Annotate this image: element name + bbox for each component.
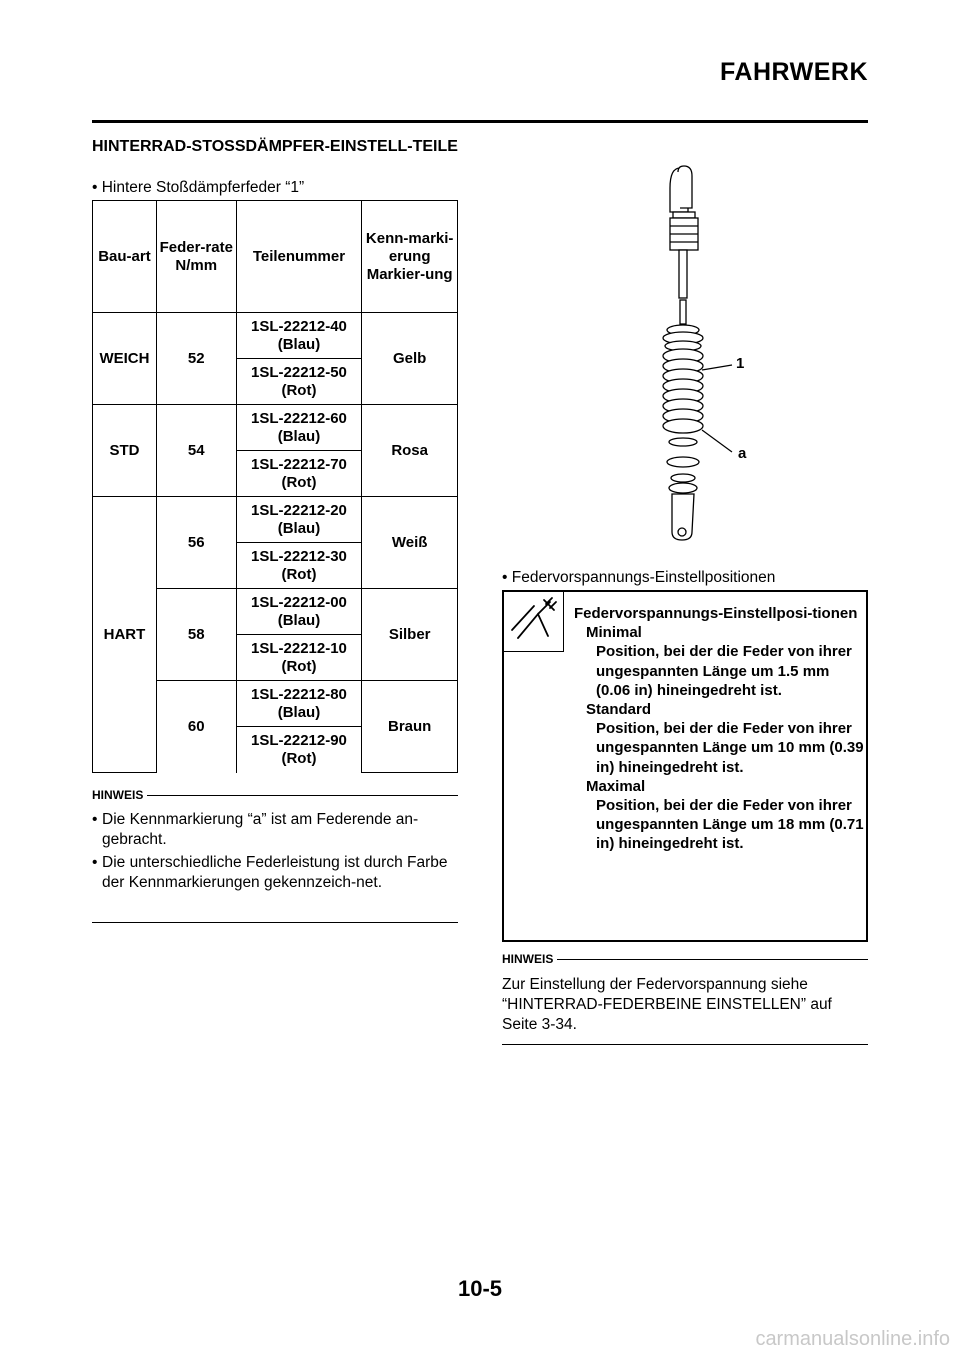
cell-color: Weiß [362, 497, 458, 589]
preload-spec-content [574, 604, 864, 854]
cell-part: 1SL-22212-90 (Rot) [236, 727, 362, 773]
note-right-text: Zur Einstellung der Federvorspannung siehe “HINTERRAD-FEDERBEINE EINSTELLEN” auf Seite 3-34. [502, 976, 832, 1033]
cell-bauart: WEICH [93, 313, 157, 405]
cell-color: Gelb [362, 313, 458, 405]
cell-part: 1SL-22212-00 (Blau) [236, 589, 362, 635]
preload-box-title: Federvorspannungs-Einstellposi-tionen [574, 605, 858, 622]
maximal-label: Maximal [586, 777, 646, 795]
cell-part: 1SL-22212-70 (Rot) [236, 451, 362, 497]
cell-part: 1SL-22212-20 (Blau) [236, 497, 362, 543]
callout-a: a [738, 445, 747, 462]
cell-part: 1SL-22212-60 (Blau) [236, 405, 362, 451]
table-row [93, 313, 458, 359]
table-header-row [93, 201, 458, 313]
cell-rate: 58 [156, 589, 236, 681]
page-header-title: FAHRWERK [720, 58, 868, 86]
maximal-text: Position, bei der die Feder von ihrer ungespannten Länge um 18 mm (0.71 in) hineingedreht ist. [596, 797, 864, 853]
spring-bullet: • Hintere Stoßdämpferfeder “1” [92, 179, 305, 196]
cell-rate: 60 [156, 681, 236, 773]
wrench-cell [504, 592, 564, 652]
preload-bullet: • Federvorspannungs-Einstellpositionen [502, 569, 776, 586]
cell-rate: 54 [156, 405, 236, 497]
header-bauart: Bau-art [93, 201, 157, 313]
minimal-label: Minimal [586, 624, 642, 642]
list-item: • Die Kennmarkierung “a” ist am Federende an-gebracht. [92, 810, 462, 850]
header-federrate: Feder-rate N/mm [156, 201, 236, 313]
cell-rate: 52 [156, 313, 236, 405]
hinweis-right [502, 952, 868, 966]
cell-bauart: HART [93, 497, 157, 773]
cell-rate: 56 [156, 497, 236, 589]
minimal-text: Position, bei der die Feder von ihrer ungespannten Länge um 1.5 mm (0.06 in) hineingedreht ist. [596, 643, 852, 699]
section-heading: HINTERRAD-STOSSDÄMPFER-EINSTELL-TEILE [92, 138, 458, 155]
cell-part: 1SL-22212-50 (Rot) [236, 359, 362, 405]
spring-spec-table [92, 200, 458, 773]
standard-text: Position, bei der die Feder von ihrer ungespannten Länge um 10 mm (0.39 in) hineingedreht ist. [596, 720, 864, 776]
cell-color: Braun [362, 681, 458, 773]
hinweis-label: HINWEIS [502, 952, 554, 966]
hinweis-rule [147, 795, 458, 796]
callout-1: 1 [736, 355, 745, 372]
preload-spec-box [502, 590, 868, 942]
hinweis-rule [557, 959, 868, 960]
wrench-icon [504, 592, 562, 650]
cell-part: 1SL-22212-40 (Blau) [236, 313, 362, 359]
list-item: • Die unterschiedliche Federleistung ist durch Farbe der Kennmarkierungen gekennzeich-net. [92, 853, 462, 893]
cell-bauart: STD [93, 405, 157, 497]
header-rule [92, 120, 868, 123]
note-left-end-rule [92, 922, 458, 923]
cell-color: Rosa [362, 405, 458, 497]
cell-color: Silber [362, 589, 458, 681]
hinweis-label: HINWEIS [92, 788, 144, 802]
hinweis-left [92, 788, 458, 802]
table-row [93, 497, 458, 543]
cell-part: 1SL-22212-10 (Rot) [236, 635, 362, 681]
note-list-left [92, 810, 462, 896]
table-row [93, 405, 458, 451]
cell-part: 1SL-22212-30 (Rot) [236, 543, 362, 589]
standard-label: Standard [586, 701, 652, 719]
header-teilenummer: Teilenummer [236, 201, 362, 313]
page-number: 10-5 [457, 1276, 503, 1301]
header-kennmarkierung: Kenn-marki-erung Markier-ung [362, 201, 458, 313]
cell-part: 1SL-22212-80 (Blau) [236, 681, 362, 727]
watermark: carmanualsonline.info [755, 1328, 950, 1350]
note-right-end-rule [502, 1044, 868, 1045]
